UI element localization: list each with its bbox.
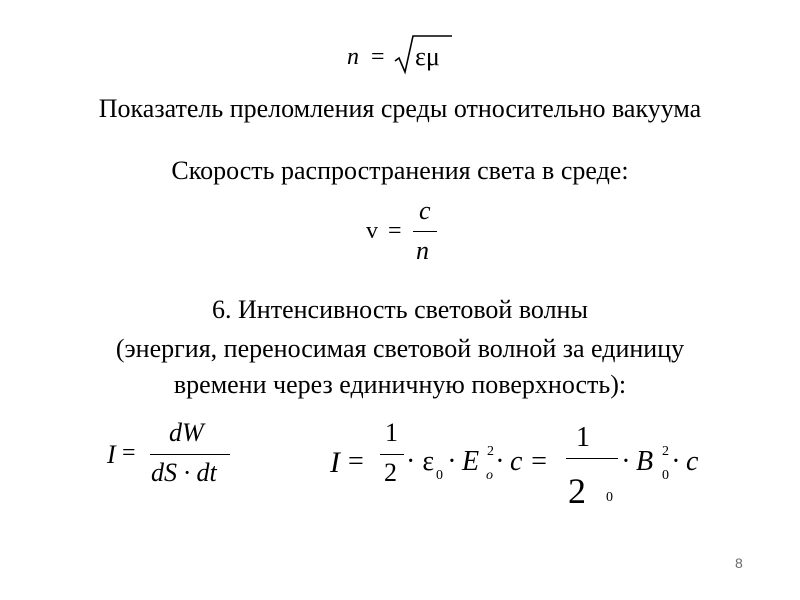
formula-n-lhs: n [347, 44, 359, 70]
formula-mid4: · B [622, 446, 654, 477]
mu-subscript: 0 [606, 490, 613, 505]
B-subscript: 0 [662, 468, 669, 483]
formula-I1-lhs: I [107, 440, 116, 469]
intensity-definition-line2: времени через единичную поверхность): [173, 370, 627, 399]
page-number: 8 [735, 555, 743, 571]
formula-I2-lhs: I [330, 446, 340, 479]
formula-mid3: · c = [496, 446, 549, 477]
B-superscript: 2 [662, 444, 669, 459]
fraction-bar [150, 454, 230, 455]
formula-v-denominator: n [416, 236, 429, 265]
formula-v-eq: = [388, 218, 402, 244]
formula-n-eq: = [371, 44, 385, 70]
fraction-bar [380, 454, 404, 455]
formula-mid2: · E [448, 446, 480, 477]
E-subscript: o [486, 468, 493, 483]
E-superscript: 2 [487, 444, 494, 459]
epsilon-subscript: 0 [436, 468, 443, 483]
formula-n-radicand: εμ [415, 42, 440, 71]
formula-v-numerator: c [419, 196, 431, 225]
formula-I1-eq: = [122, 440, 136, 466]
refractive-index-description: Показатель преломления среды относительно вакуума [98, 94, 702, 123]
frac1-denominator: 2 [384, 458, 397, 487]
intensity-definition-line1: (энергия, переносимая световой волной за единицу [115, 334, 685, 363]
frac2-denominator: 2 [568, 471, 586, 511]
formula-mid5: · c [672, 446, 699, 477]
fraction-bar [566, 458, 618, 459]
formula-mid1: · ε [406, 446, 435, 477]
formula-v-lhs: v [366, 218, 378, 244]
fraction-bar [413, 231, 437, 232]
intensity-heading: 6. Интенсивность световой волны [212, 295, 588, 324]
formula-I1-numerator: dW [169, 418, 204, 447]
formula-I1-denominator: dS · dt [151, 458, 217, 487]
formula-I2-eq: = [348, 446, 364, 477]
frac2-numerator: 1 [576, 422, 590, 453]
light-speed-heading: Скорость распространения света в среде: [171, 156, 629, 185]
frac1-numerator: 1 [385, 418, 398, 447]
